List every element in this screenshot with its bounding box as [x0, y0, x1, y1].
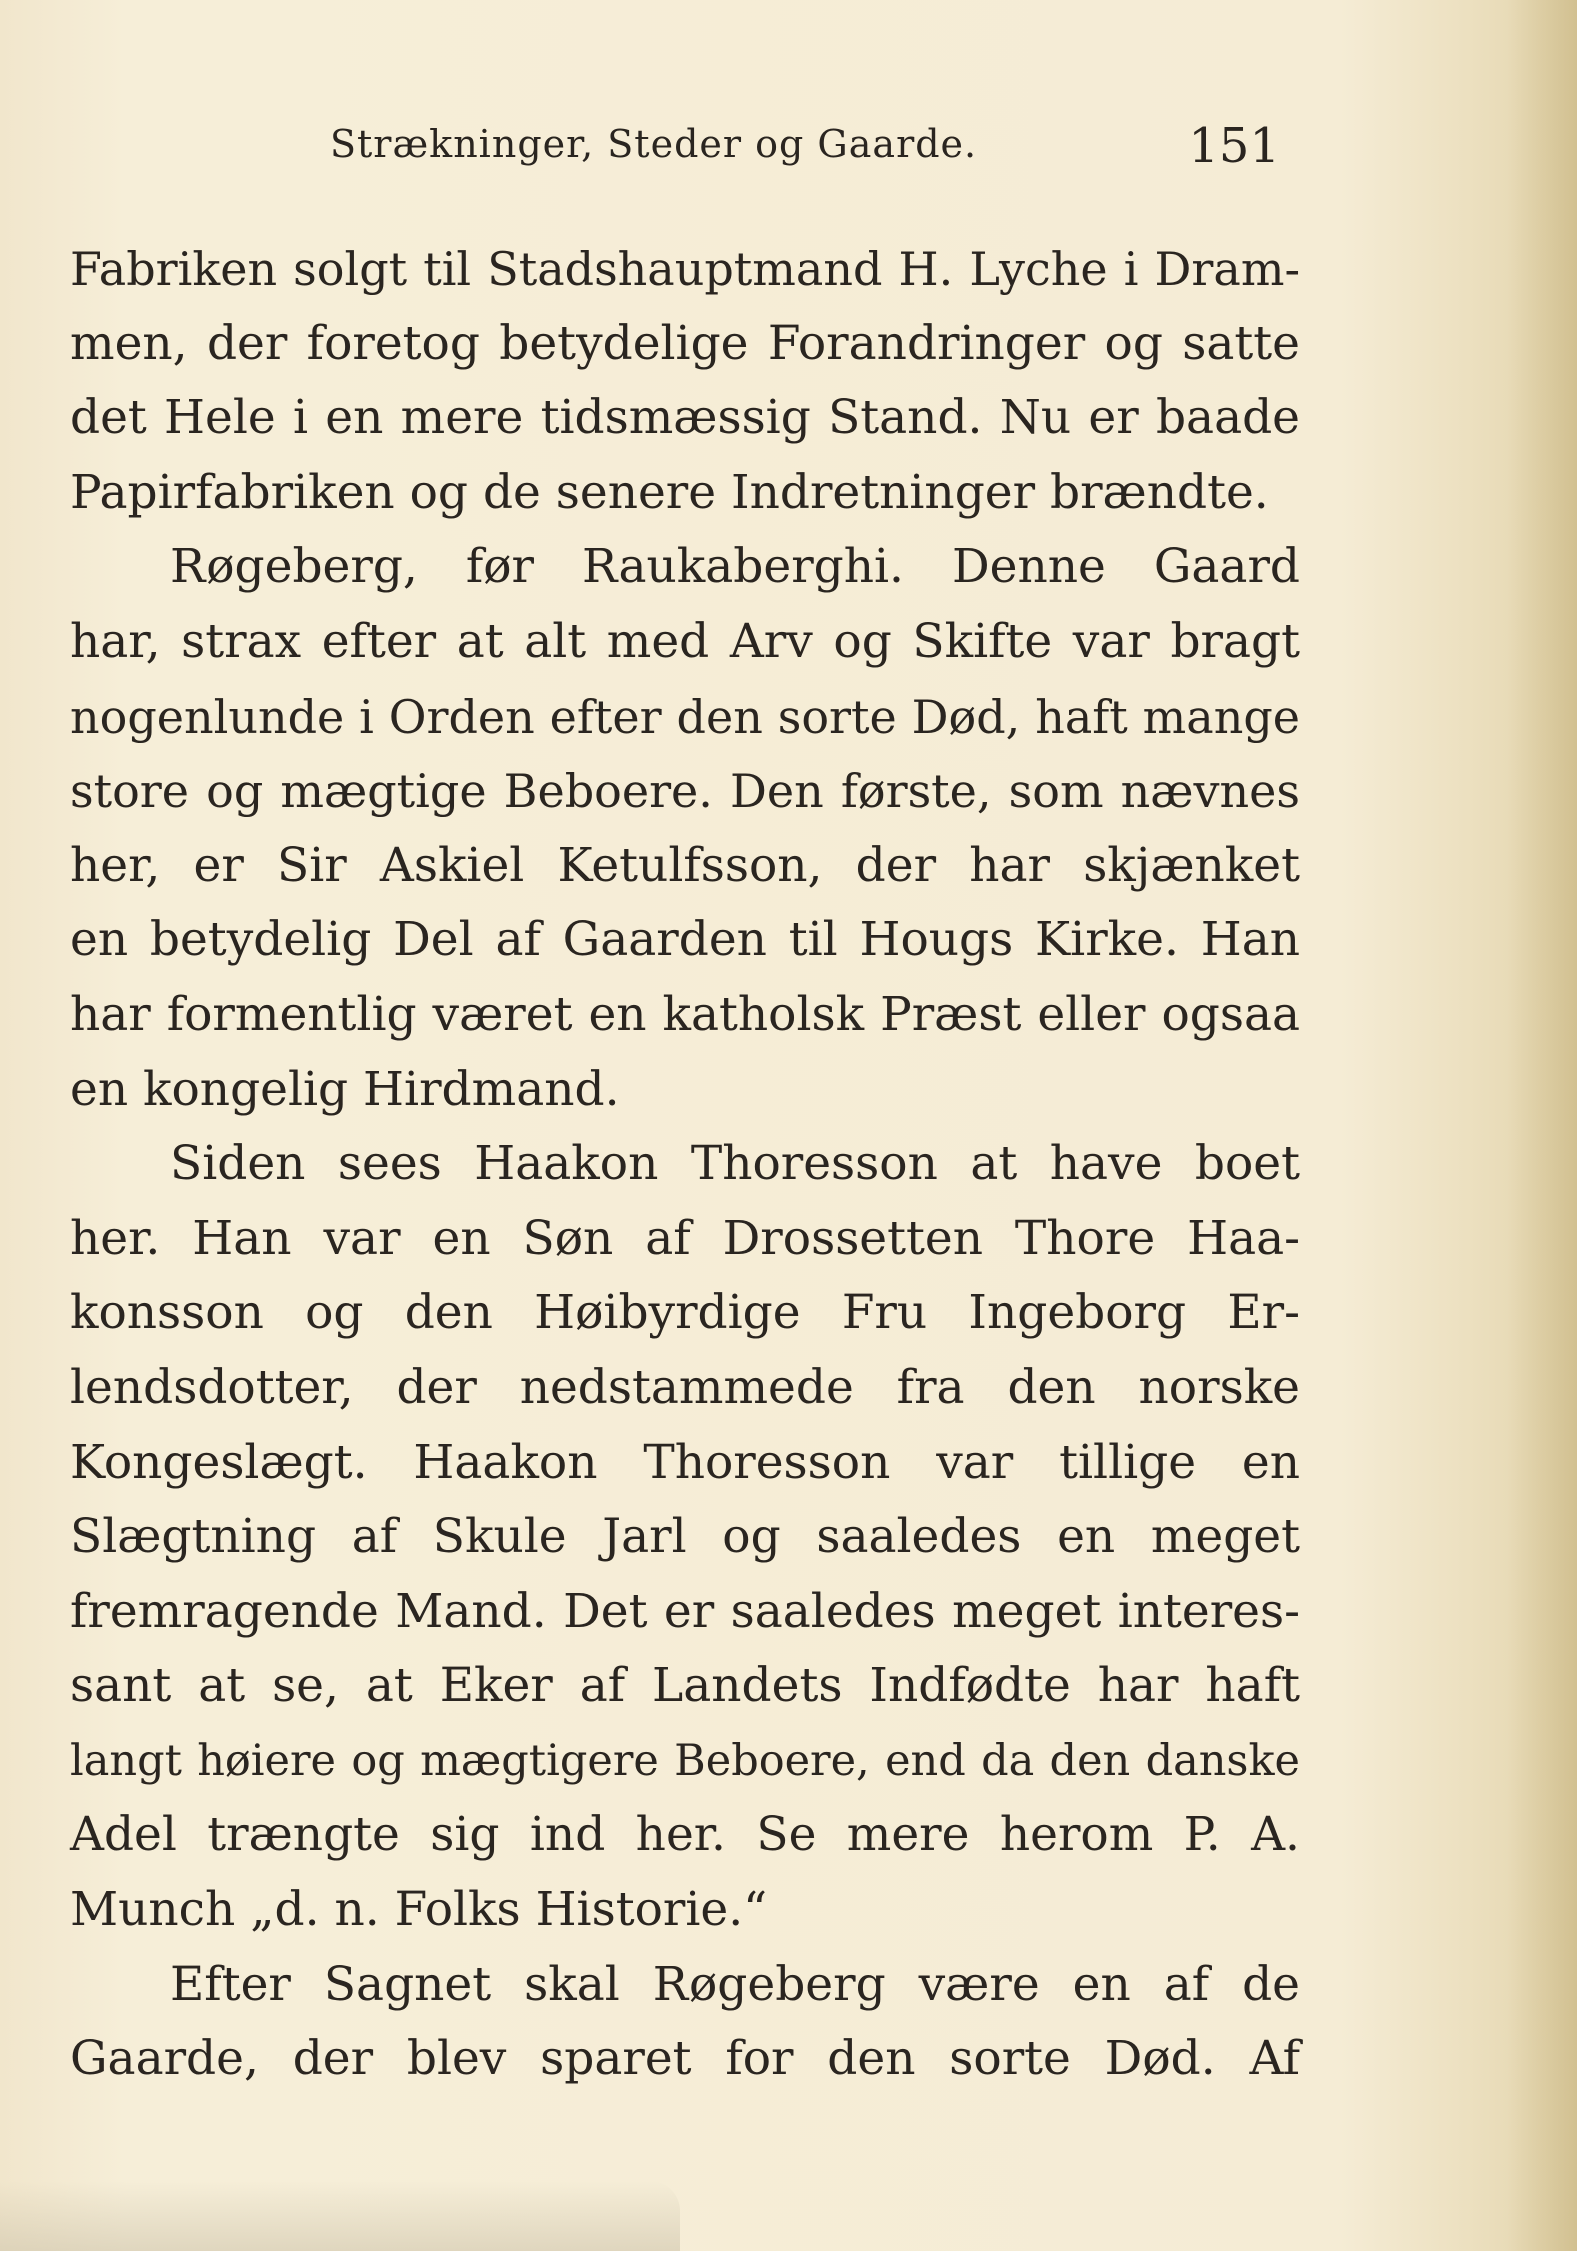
running-title: Strækninger, Steder og Gaarde. [330, 122, 978, 166]
text-line: store og mægtige Beboere. Den første, som nævnes [70, 764, 1300, 819]
text-line: en betydelig Del af Gaarden til Hougs Kirke. Han [70, 912, 1300, 968]
text-line: Kongeslægt. Haakon Thoresson var tillige en [70, 1434, 1300, 1490]
text-line: en kongelig Hirdmand. [70, 1061, 620, 1117]
page-number: 151 [1188, 118, 1280, 174]
text-line: langt høiere og mægtigere Beboere, end da den danske [70, 1735, 1300, 1786]
text-line: lendsdotter, der nedstammede fra den norske [70, 1359, 1300, 1415]
text-line: Siden sees Haakon Thoresson at have boet [170, 1136, 1300, 1192]
page-edge-shadow [1507, 0, 1577, 2251]
text-line: Efter Sagnet skal Røgeberg være en af de [170, 1956, 1300, 2012]
text-line: sant at se, at Eker af Landets Indfødte har haft [70, 1658, 1300, 1714]
text-line: Fabriken solgt til Stadshauptmand H. Lyche i Dram- [70, 242, 1300, 296]
text-line: Røgeberg, før Raukaberghi. Denne Gaard [170, 539, 1300, 595]
text-line: det Hele i en mere tidsmæssig Stand. Nu er baade [70, 390, 1300, 446]
text-line: har, strax efter at alt med Arv og Skifte var bragt [70, 613, 1300, 669]
text-line: Gaarde, der blev sparet for den sorte Død. Af [70, 2031, 1300, 2087]
text-line: Papirfabriken og de senere Indretninger brændte. [70, 464, 1269, 520]
text-line: Adel trængte sig ind her. Se mere herom P. A. [70, 1807, 1300, 1863]
text-line: Munch „d. n. Folks Historie.“ [70, 1882, 768, 1938]
text-line: har formentlig været en katholsk Præst eller ogsaa [70, 986, 1300, 1042]
page-crease [0, 2181, 680, 2251]
text-line: nogenlunde i Orden efter den sorte Død, haft mange [70, 689, 1300, 744]
text-line: konsson og den Høibyrdige Fru Ingeborg Er- [70, 1285, 1300, 1341]
text-line: her, er Sir Askiel Ketulfsson, der har skjænket [70, 837, 1300, 893]
text-line: fremragende Mand. Det er saaledes meget interes- [70, 1583, 1300, 1639]
body-text [70, 232, 1300, 2097]
text-line: men, der foretog betydelige Forandringer og satte [70, 315, 1300, 371]
text-line: Slægtning af Skule Jarl og saaledes en meget [70, 1509, 1300, 1565]
text-line: her. Han var en Søn af Drossetten Thore Haa- [70, 1210, 1300, 1266]
page-header [330, 118, 1280, 178]
